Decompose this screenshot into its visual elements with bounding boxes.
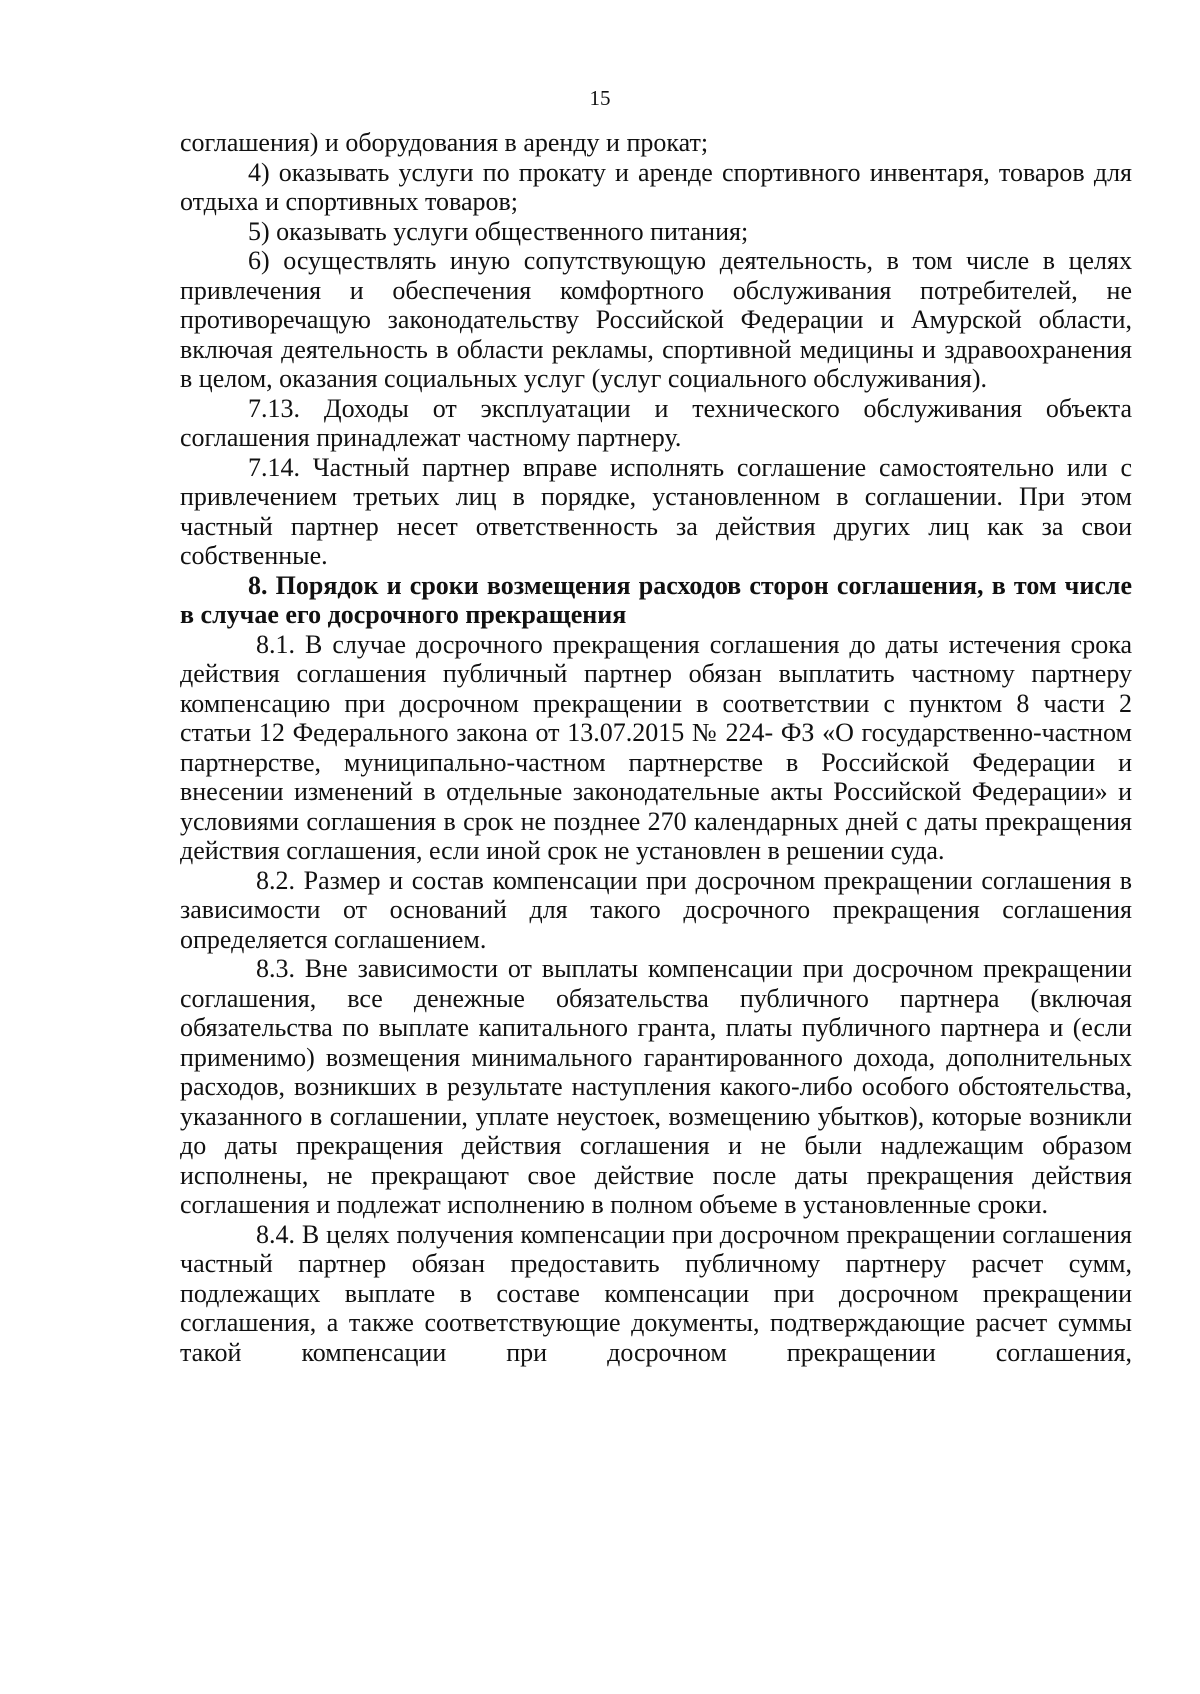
clause-8-3: 8.3. Вне зависимости от выплаты компенсации при досрочном прекращении соглашения, все денежные обязательства публичного партнера (включая обязательства по выплате капитального гранта, платы публичного партнера и (если применимо) возмещения минимального гарантированного дохода, дополнительных расходов, возникших в результате наступления какого-либо особого обстоятельства, указанного в соглашении, уплате неустоек, возмещению убытков), которые возникли до даты прекращения действия соглашения и не были надлежащим образом исполнены, не прекращают свое действие после даты прекращения действия соглашения и подлежат исполнению в полном объеме в установленные сроки. — [180, 954, 1132, 1219]
paragraph-continuation: соглашения) и оборудования в аренду и прокат; — [180, 128, 709, 157]
list-item-6: 6) осуществлять иную сопутствующую деятельность, в том числе в целях привлечения и обеспечения комфортного обслуживания потребителей, не противоречащую законодательству Российской Федерации и Амурской области, включая деятельность в области рекламы, спортивной медицины и здравоохранения в целом, оказания социальных услуг (услуг социального обслуживания). — [180, 246, 1132, 393]
clause-8-2: 8.2. Размер и состав компенсации при досрочном прекращении соглашения в зависимости от оснований для такого досрочного прекращения соглашения определяется соглашением. — [180, 865, 1132, 954]
document-body — [180, 128, 1132, 1367]
clause-8-4: 8.4. В целях получения компенсации при досрочном прекращении соглашения частный партнер обязан предоставить публичному партнеру расчет сумм, подлежащих выплате в составе компенсации при досрочном прекращении соглашения, а также соответствующие документы, подтверждающие расчет суммы такой компенсации при досрочном прекращении соглашения, — [180, 1219, 1132, 1367]
clause-8-1: 8.1. В случае досрочного прекращения соглашения до даты истечения срока действия соглашения публичный партнер обязан выплатить частному партнеру компенсацию при досрочном прекращении в соответствии с пунктом 8 части 2 статьи 12 Федерального закона от 13.07.2015 № 224- ФЗ «О государственно-частном партнерстве, муниципально-частном партнерстве в Российской Федерации и внесении изменений в отдельные законодательные акты Российской Федерации» и условиями соглашения в срок не позднее 270 календарных дней с даты прекращения действия соглашения, если иной срок не установлен в решении суда. — [180, 629, 1132, 865]
clause-7-13: 7.13. Доходы от эксплуатации и технического обслуживания объекта соглашения принадлежат частному партнеру. — [180, 393, 1132, 452]
list-item-5: 5) оказывать услуги общественного питания; — [248, 216, 749, 246]
list-item-4: 4) оказывать услуги по прокату и аренде спортивного инвентаря, товаров для отдыха и спортивных товаров; — [180, 157, 1132, 216]
page-number: 15 — [589, 86, 611, 110]
section-heading-8: 8. Порядок и сроки возмещения расходов сторон соглашения, в том числе в случае его досрочного прекращения — [180, 570, 1132, 629]
clause-7-14: 7.14. Частный партнер вправе исполнять соглашение самостоятельно или с привлечением третьих лиц в порядке, установленном в соглашении. При этом частный партнер несет ответственность за действия других лиц как за свои собственные. — [180, 452, 1132, 570]
